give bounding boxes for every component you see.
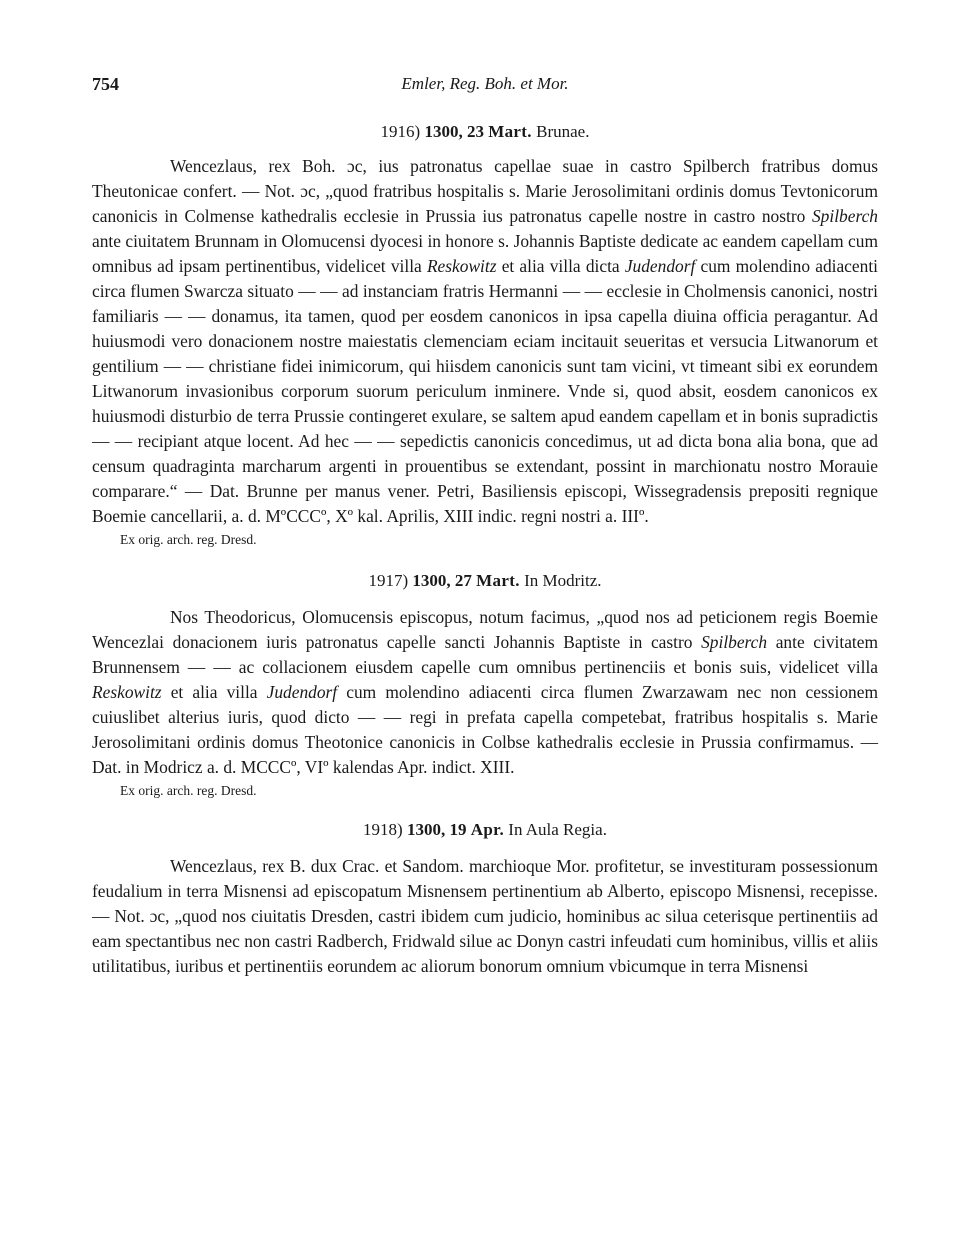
entry-place: In Aula Regia.: [508, 820, 607, 839]
entry-1917: [92, 571, 878, 800]
entry-month: Mart.: [476, 571, 520, 590]
entry-month: Mart.: [488, 122, 532, 141]
entry-date: 1300, 27: [412, 571, 472, 590]
entry-number: 1916): [380, 122, 421, 141]
entry-1918: [92, 820, 878, 979]
source-note: Ex orig. arch. reg. Dresd.: [120, 532, 257, 547]
place-name: Reskowitz: [92, 682, 162, 702]
entry-place: In Modritz.: [524, 571, 602, 590]
place-name: Judendorf: [624, 256, 696, 276]
place-name: Reskowitz: [426, 256, 497, 276]
entry-date: 1300, 19: [406, 820, 467, 839]
entry-heading: [92, 820, 878, 840]
place-name: Spilberch: [811, 206, 878, 226]
entry-date: 1300, 23: [424, 122, 484, 141]
entry-heading: [92, 122, 878, 142]
place-name: Judendorf: [266, 682, 338, 702]
place-name: Spilberch: [701, 632, 768, 652]
entry-1916: [92, 122, 878, 549]
entry-text: Wencezlaus, rex B. dux Crac. et Sandom. marchioque Mor. profitetur, se investituram possessionum feudalium in terra Misnensi ad episcopatum Misnensem pertinentium ab Alberto, episcopo Misnensi, recepisse. — Not. ɔc, „quod nos ciuitatis Dresden, castri ibidem cum judicio, hominibus ac silua ceterisque pertinentiis ad eam spectantibus nec non castri Radberch, Fridwald silue ac Donyn castri infeudati cum hominibus, villis et aliis utilitatibus, iuribus et pertinentiis eorundem ac aliorum bonorum omnium vbicumque in terra Misnensi: [92, 856, 878, 976]
entry-text: Nos Theodoricus, Olomucensis episcopus, notum facimus, „quod nos ad peticionem regis Boemie Wencezlai donacionem iuris patronatus capelle sancti Johannis Baptiste in castro Spilberch ante civitatem Brunnensem — — ac collacionem eiusdem capelle cum omnibus pertinenciis et bonis suis, videlicet villa Reskowitz et alia villa Judendorf cum molendino adiacenti circa flumen Zwarzawam nec non cessionem cuiuslibet alterius iuris, quod dicto — — regi in prefata capella competebat, fratribus hospitalis s. Marie Jerosolimitani ordinis domus Theotonice canonicis in Colbse kathedralis ecclesie in Prussia confirmamus. — Dat. in Modricz a. d. MCCCº, VIº kalendas Apr. indict. XIII.: [92, 607, 878, 777]
running-title: Emler, Reg. Boh. et Mor.: [401, 74, 569, 93]
entry-number: 1917): [368, 571, 409, 590]
entry-heading: [92, 571, 878, 591]
entry-place: Brunae.: [536, 122, 590, 141]
source-note: Ex orig. arch. reg. Dresd.: [120, 783, 257, 798]
entry-text: Wencezlaus, rex Boh. ɔc, ius patronatus capellae suae in castro Spilberch fratribus domus Theutonicae confert. — Not. ɔc, „quod fratribus hospitalis s. Marie Jerosolimitani ordinis domus Tevtonicorum canonicis in Colmense kathedralis ecclesie in Prussia ius patronatus capelle nostre in castro nostro Spilberch ante ciuitatem Brunnam in Olomucensi dyocesi in honore s. Johannis Baptiste dedicate ac eandem capellam cum omnibus ad ipsam pertinentibus, videlicet villa Reskowitz et alia villa dicta Judendorf cum molendino adiacenti circa flumen Swarcza situato — — ad instanciam fratris Hermanni — — ecclesie in Cholmensis canonici, nostri familiaris — — donamus, ita tamen, quod per eosdem canonicos in ipsa capella diuina officia peragantur. Ad huiusmodi vero donacionem nostre maiestatis clemenciam eciam incitauit seueritas et versucia Litwanorum et gentilium — — christiane fidei inimicorum, qui hiisdem canonicis sunt tam vicini, vt timeant sibi ex eorundem Litwanorum invasionibus corporum suorum periculum inminere. Vnde si, quod absit, eosdem canonicos ex huiusmodi disturbio de terra Prussie contingeret exulare, se saltem apud eandem capellam et in bonis supradictis — — recipiant atque locent. Ad hec — — sepedictis canonicis concedimus, ut ad dicta bona alia bona, que ad censum quadraginta marcharum argenti in prouentibus se extendant, possint in marchionatu nostro Morauie comparare.“ — Dat. Brunne per manus vener. Petri, Basiliensis episcopi, Wissegradensis prepositi regnique Boemie cancellarii, a. d. MºCCCº, Xº kal. Aprilis, XIII indic. regni nostri a. IIIº.: [92, 156, 878, 526]
page-number: 754: [92, 74, 119, 94]
running-head: [92, 74, 878, 104]
entry-number: 1918): [363, 820, 403, 839]
entry-month: Apr.: [470, 820, 505, 839]
